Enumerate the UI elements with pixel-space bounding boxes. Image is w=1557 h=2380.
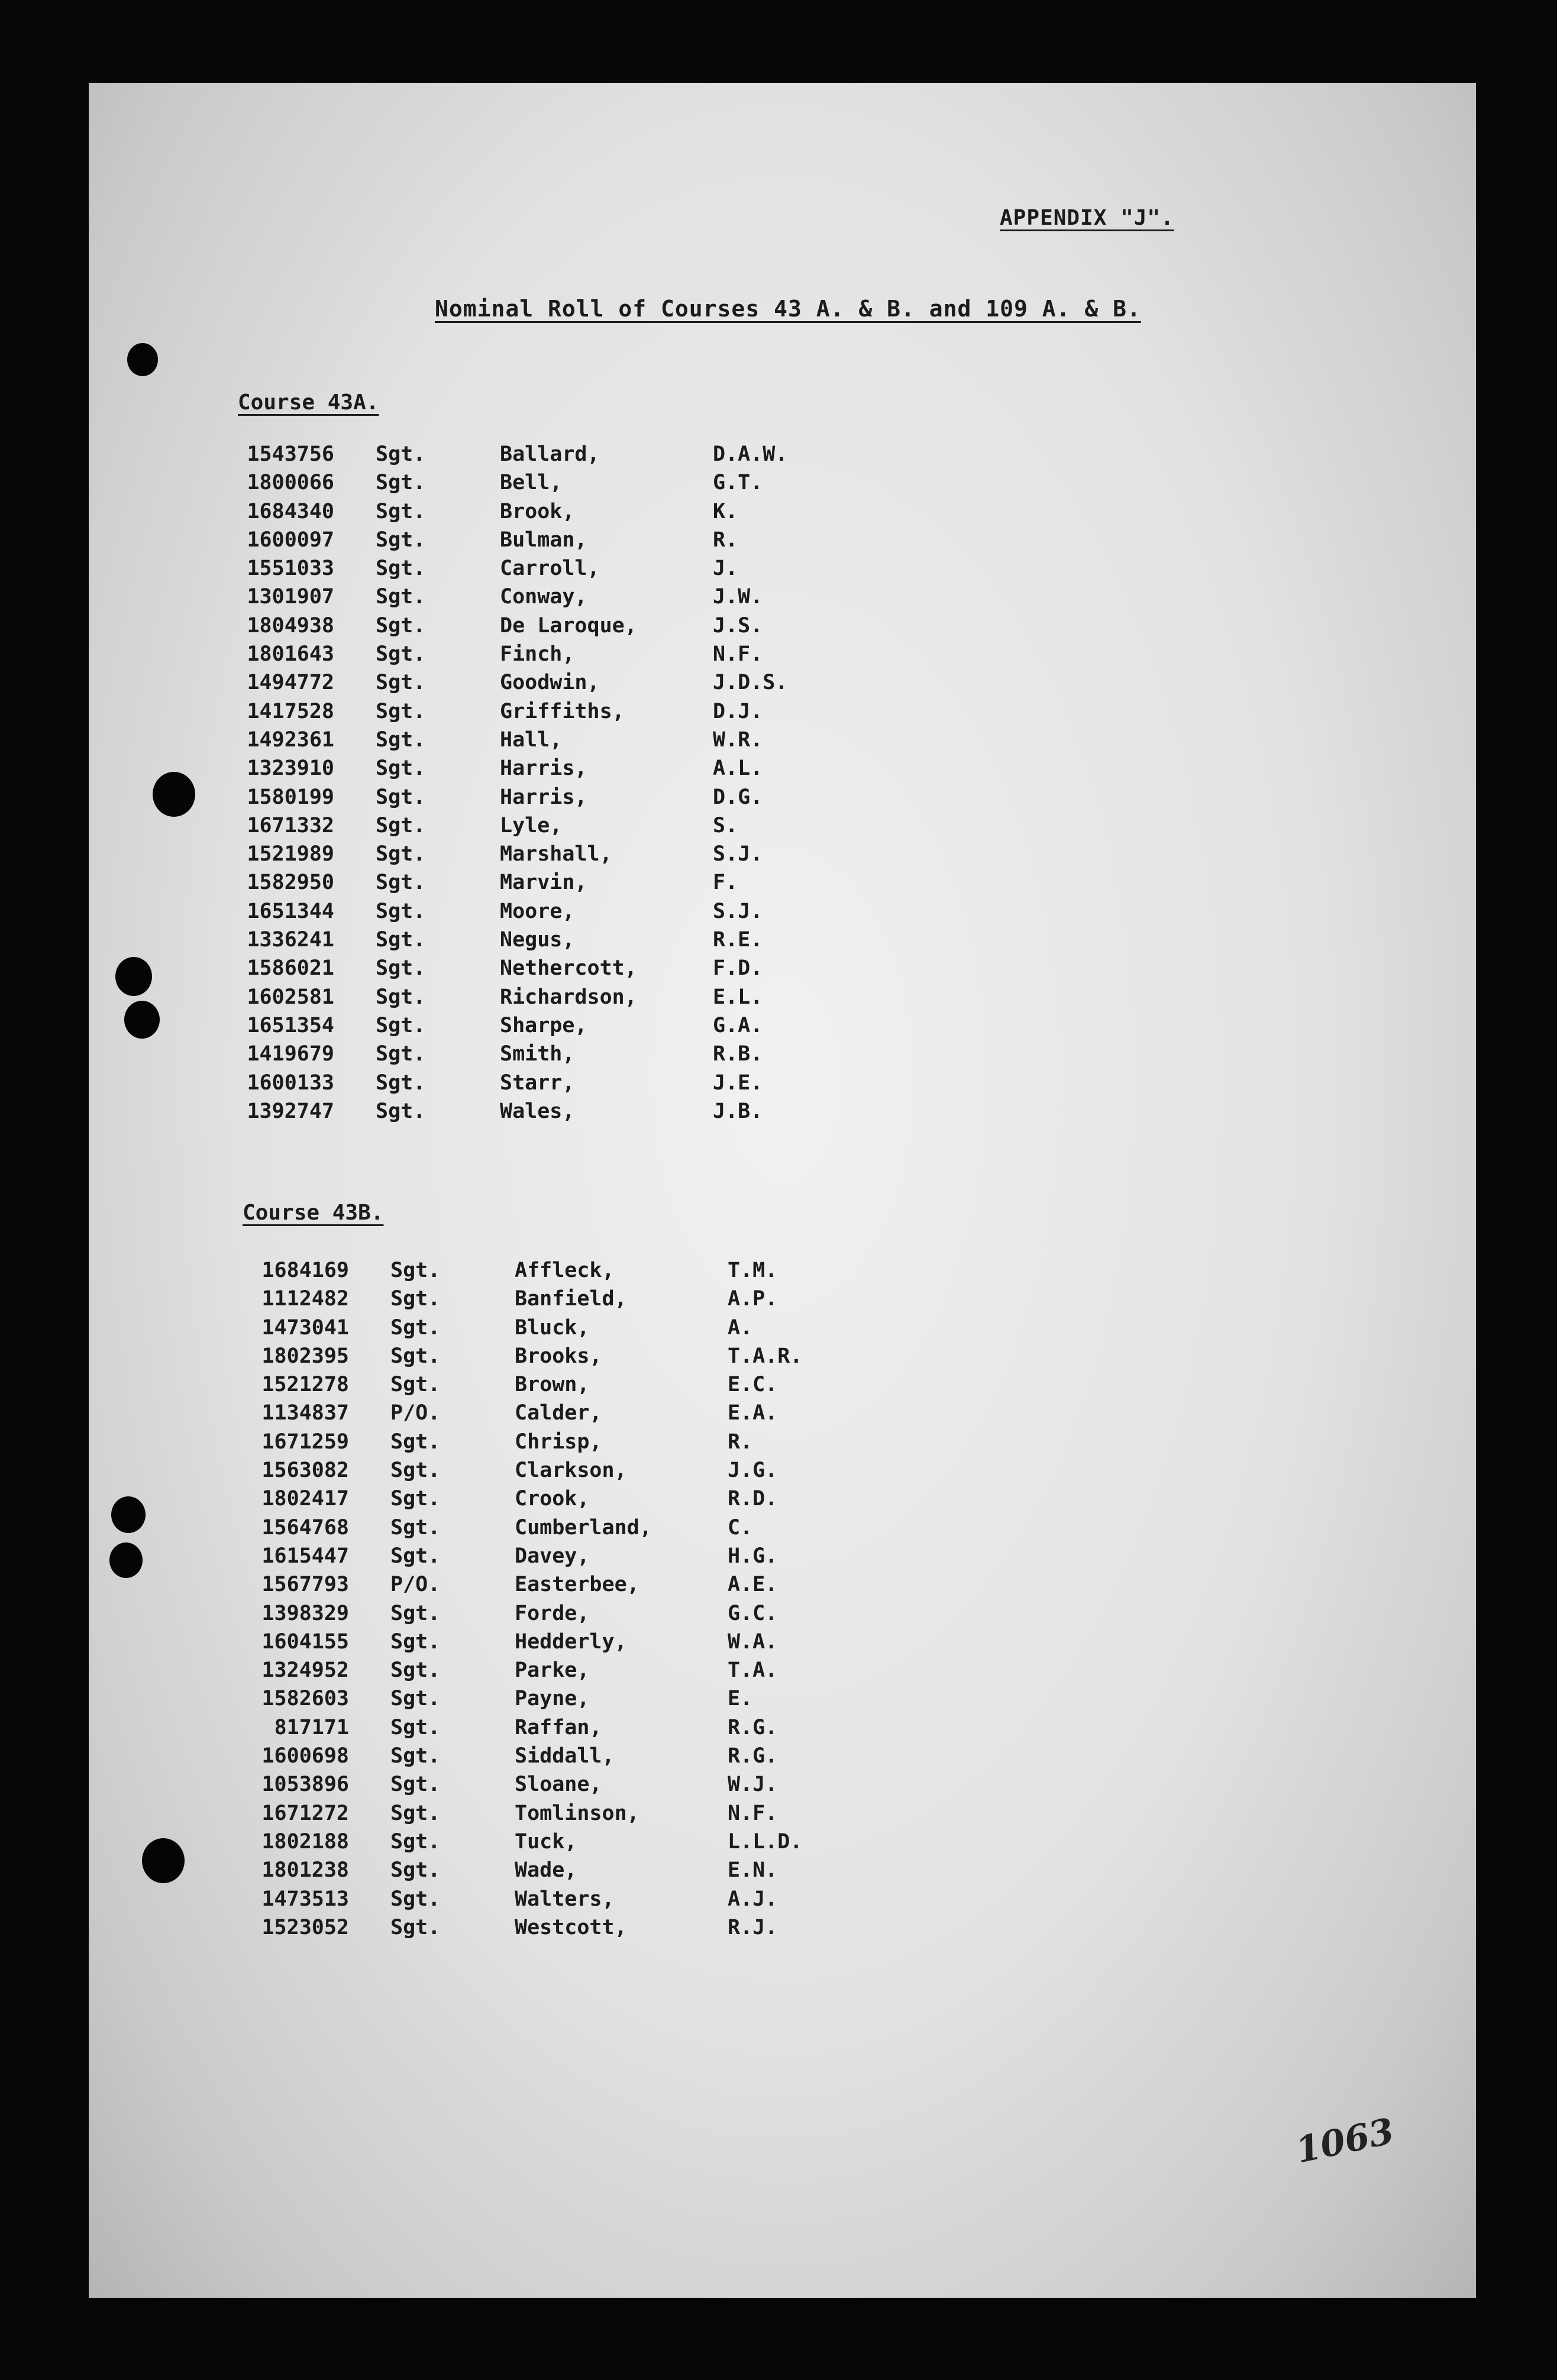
initials: E.A. xyxy=(728,1401,778,1425)
initials: T.M. xyxy=(728,1259,778,1282)
service-number: 1801643 xyxy=(247,642,334,667)
surname: Easterbee, xyxy=(515,1573,639,1597)
punch-hole xyxy=(111,1496,146,1533)
roll-entry xyxy=(231,1373,1029,1401)
surname: Starr, xyxy=(500,1071,575,1095)
initials: J.B. xyxy=(713,1099,763,1123)
roll-entry xyxy=(216,614,1015,642)
initials: H.G. xyxy=(728,1544,778,1568)
roll-entry xyxy=(231,1630,1029,1658)
rank: Sgt. xyxy=(376,756,426,781)
rank: Sgt. xyxy=(390,1773,441,1797)
rank: Sgt. xyxy=(376,699,426,723)
rank: P/O. xyxy=(390,1401,441,1425)
surname: Goodwin, xyxy=(500,671,600,695)
initials: J.W. xyxy=(713,585,763,609)
initials: N.F. xyxy=(728,1801,778,1825)
service-number: 1563082 xyxy=(261,1459,349,1483)
surname: Forde, xyxy=(515,1601,590,1625)
initials: J.G. xyxy=(728,1459,778,1483)
roll-entry xyxy=(231,1830,1029,1858)
roll-entry xyxy=(231,1802,1029,1830)
surname: Smith, xyxy=(500,1042,575,1066)
surname: Conway, xyxy=(500,585,587,609)
surname: Moore, xyxy=(500,899,575,923)
surname: Ballard, xyxy=(500,442,600,466)
rank: Sgt. xyxy=(390,1915,441,1939)
rank: Sgt. xyxy=(390,1744,441,1768)
surname: Marshall, xyxy=(500,842,612,866)
surname: Calder, xyxy=(515,1401,602,1425)
rank: Sgt. xyxy=(390,1544,441,1568)
initials: J.E. xyxy=(713,1071,763,1095)
surname: Wales, xyxy=(500,1099,575,1123)
roll-entry xyxy=(216,842,1015,871)
initials: D.J. xyxy=(713,699,763,723)
surname: Harris, xyxy=(500,756,587,781)
service-number: 1134837 xyxy=(261,1401,349,1425)
roll-entry xyxy=(216,1100,1015,1128)
initials: A.J. xyxy=(728,1887,778,1911)
service-number: 1112482 xyxy=(261,1287,349,1311)
service-number: 1521989 xyxy=(247,842,334,866)
service-number: 1684169 xyxy=(261,1259,349,1282)
roll-entry xyxy=(231,1573,1029,1601)
initials: E.L. xyxy=(713,985,763,1009)
initials: G.C. xyxy=(728,1601,778,1625)
service-number: 1523052 xyxy=(261,1915,349,1939)
surname: Nethercott, xyxy=(500,956,637,981)
surname: Clarkson, xyxy=(515,1459,627,1483)
rank: Sgt. xyxy=(376,928,426,952)
surname: Banfield, xyxy=(515,1287,627,1311)
document-title: Nominal Roll of Courses 43 A. & B. and 109 A. & B. xyxy=(435,296,1141,322)
service-number: 1580199 xyxy=(247,785,334,809)
rank: Sgt. xyxy=(376,871,426,895)
service-number: 1582603 xyxy=(261,1687,349,1711)
initials: J.D.S. xyxy=(713,671,788,695)
surname: Wade, xyxy=(515,1858,577,1883)
roll-entry xyxy=(216,956,1015,985)
initials: R.G. xyxy=(728,1715,778,1739)
initials: A. xyxy=(728,1315,753,1340)
surname: Cumberland, xyxy=(515,1515,652,1540)
service-number: 1494772 xyxy=(247,671,334,695)
service-number: 1521278 xyxy=(261,1373,349,1397)
service-number: 1398329 xyxy=(261,1601,349,1625)
initials: F.D. xyxy=(713,956,763,981)
rank: Sgt. xyxy=(376,1099,426,1123)
rank: Sgt. xyxy=(390,1658,441,1683)
initials: G.A. xyxy=(713,1013,763,1037)
rank: Sgt. xyxy=(390,1515,441,1540)
service-number: 1473041 xyxy=(261,1315,349,1340)
surname: Brown, xyxy=(515,1373,590,1397)
roll-entry xyxy=(231,1744,1029,1773)
punch-hole xyxy=(153,772,195,817)
rank: Sgt. xyxy=(390,1687,441,1711)
service-number: 1336241 xyxy=(247,928,334,952)
initials: R.G. xyxy=(728,1744,778,1768)
service-number: 1651344 xyxy=(247,899,334,923)
initials: F. xyxy=(713,871,738,895)
rank: Sgt. xyxy=(390,1487,441,1511)
surname: Brooks, xyxy=(515,1344,602,1368)
surname: Davey, xyxy=(515,1544,590,1568)
initials: E.N. xyxy=(728,1858,778,1883)
rank: Sgt. xyxy=(376,785,426,809)
rank: Sgt. xyxy=(376,499,426,523)
punch-hole xyxy=(109,1543,143,1578)
initials: R. xyxy=(713,528,738,552)
surname: Carroll, xyxy=(500,557,600,581)
roll-entry xyxy=(231,1316,1029,1344)
rank: Sgt. xyxy=(376,899,426,923)
rank: Sgt. xyxy=(390,1287,441,1311)
surname: Chrisp, xyxy=(515,1430,602,1454)
rank: Sgt. xyxy=(376,671,426,695)
roll-entry xyxy=(231,1602,1029,1630)
roll-entry xyxy=(216,756,1015,785)
service-number: 1802188 xyxy=(261,1829,349,1854)
initials: C. xyxy=(728,1515,753,1540)
rank: Sgt. xyxy=(390,1887,441,1911)
initials: G.T. xyxy=(713,471,763,495)
roll-entry xyxy=(231,1487,1029,1515)
initials: S.J. xyxy=(713,842,763,866)
initials: J. xyxy=(713,557,738,581)
surname: Brook, xyxy=(500,499,575,523)
initials: E. xyxy=(728,1687,753,1711)
roll-entry xyxy=(231,1858,1029,1887)
service-number: 1804938 xyxy=(247,613,334,638)
surname: Bell, xyxy=(500,471,563,495)
appendix-label: APPENDIX "J". xyxy=(1000,206,1174,230)
rank: Sgt. xyxy=(376,985,426,1009)
surname: Affleck, xyxy=(515,1259,615,1282)
surname: Bluck, xyxy=(515,1315,590,1340)
rank: Sgt. xyxy=(376,528,426,552)
initials: W.A. xyxy=(728,1629,778,1654)
roll-entry xyxy=(231,1687,1029,1715)
punch-hole xyxy=(142,1838,185,1883)
service-number: 1543756 xyxy=(247,442,334,466)
roll-entry xyxy=(231,1773,1029,1801)
roll-entry xyxy=(216,928,1015,956)
initials: D.G. xyxy=(713,785,763,809)
surname: Hall, xyxy=(500,727,563,752)
surname: Lyle, xyxy=(500,813,563,837)
roll-entry xyxy=(216,871,1015,899)
course-heading-43b: Course 43B. xyxy=(243,1201,384,1225)
roll-entry xyxy=(216,1042,1015,1071)
nominal-roll-course-43a xyxy=(216,442,1015,1128)
punch-hole xyxy=(124,1001,160,1039)
surname: Walters, xyxy=(515,1887,615,1911)
document-page xyxy=(89,83,1476,2298)
rank: Sgt. xyxy=(390,1373,441,1397)
surname: Sharpe, xyxy=(500,1013,587,1037)
service-number: 1802395 xyxy=(261,1344,349,1368)
initials: J.S. xyxy=(713,613,763,638)
rank: Sgt. xyxy=(376,442,426,466)
roll-entry xyxy=(216,557,1015,585)
service-number: 1053896 xyxy=(261,1773,349,1797)
roll-entry xyxy=(216,442,1015,471)
initials: S.J. xyxy=(713,899,763,923)
rank: Sgt. xyxy=(376,642,426,667)
surname: Tomlinson, xyxy=(515,1801,639,1825)
service-number: 1651354 xyxy=(247,1013,334,1037)
initials: A.P. xyxy=(728,1287,778,1311)
service-number: 1801238 xyxy=(261,1858,349,1883)
roll-entry xyxy=(216,728,1015,756)
service-number: 1604155 xyxy=(261,1629,349,1654)
course-heading-43a: Course 43A. xyxy=(238,390,379,415)
service-number: 1567793 xyxy=(261,1573,349,1597)
initials: K. xyxy=(713,499,738,523)
service-number: 1600698 xyxy=(261,1744,349,1768)
rank: Sgt. xyxy=(376,557,426,581)
roll-entry xyxy=(231,1259,1029,1287)
service-number: 1564768 xyxy=(261,1515,349,1540)
roll-entry xyxy=(216,785,1015,814)
roll-entry xyxy=(231,1430,1029,1459)
roll-entry xyxy=(231,1287,1029,1315)
service-number: 1473513 xyxy=(261,1887,349,1911)
surname: Finch, xyxy=(500,642,575,667)
initials: R.E. xyxy=(713,928,763,952)
service-number: 1419679 xyxy=(247,1042,334,1066)
service-number: 817171 xyxy=(274,1715,349,1739)
rank: Sgt. xyxy=(376,727,426,752)
nominal-roll-course-43b xyxy=(231,1259,1029,1944)
surname: Siddall, xyxy=(515,1744,615,1768)
initials: R.D. xyxy=(728,1487,778,1511)
initials: R.B. xyxy=(713,1042,763,1066)
rank: Sgt. xyxy=(376,1071,426,1095)
roll-entry xyxy=(231,1658,1029,1687)
initials: R.J. xyxy=(728,1915,778,1939)
roll-entry xyxy=(216,900,1015,928)
surname: Parke, xyxy=(515,1658,590,1683)
service-number: 1323910 xyxy=(247,756,334,781)
roll-entry xyxy=(231,1544,1029,1573)
initials: R. xyxy=(728,1430,753,1454)
roll-entry xyxy=(231,1516,1029,1544)
service-number: 1800066 xyxy=(247,471,334,495)
service-number: 1600097 xyxy=(247,528,334,552)
roll-entry xyxy=(231,1401,1029,1430)
service-number: 1600133 xyxy=(247,1071,334,1095)
service-number: 1802417 xyxy=(261,1487,349,1511)
initials: L.L.D. xyxy=(728,1829,803,1854)
service-number: 1417528 xyxy=(247,699,334,723)
rank: Sgt. xyxy=(390,1315,441,1340)
roll-entry xyxy=(216,814,1015,842)
initials: D.A.W. xyxy=(713,442,788,466)
service-number: 1586021 xyxy=(247,956,334,981)
initials: T.A.R. xyxy=(728,1344,803,1368)
rank: Sgt. xyxy=(390,1801,441,1825)
surname: Harris, xyxy=(500,785,587,809)
service-number: 1684340 xyxy=(247,499,334,523)
initials: S. xyxy=(713,813,738,837)
roll-entry xyxy=(231,1916,1029,1944)
service-number: 1551033 xyxy=(247,557,334,581)
rank: Sgt. xyxy=(376,585,426,609)
service-number: 1671259 xyxy=(261,1430,349,1454)
service-number: 1324952 xyxy=(261,1658,349,1683)
surname: Raffan, xyxy=(515,1715,602,1739)
roll-entry xyxy=(231,1887,1029,1916)
service-number: 1615447 xyxy=(261,1544,349,1568)
rank: Sgt. xyxy=(390,1629,441,1654)
initials: N.F. xyxy=(713,642,763,667)
rank: Sgt. xyxy=(376,1013,426,1037)
initials: A.E. xyxy=(728,1573,778,1597)
surname: Tuck, xyxy=(515,1829,577,1854)
punch-hole xyxy=(115,957,152,996)
surname: Westcott, xyxy=(515,1915,627,1939)
rank: Sgt. xyxy=(376,613,426,638)
roll-entry xyxy=(216,528,1015,557)
roll-entry xyxy=(216,585,1015,613)
rank: Sgt. xyxy=(376,956,426,981)
surname: Marvin, xyxy=(500,871,587,895)
roll-entry xyxy=(216,1071,1015,1100)
rank: Sgt. xyxy=(376,1042,426,1066)
surname: Negus, xyxy=(500,928,575,952)
service-number: 1582950 xyxy=(247,871,334,895)
rank: Sgt. xyxy=(390,1858,441,1883)
surname: Griffiths, xyxy=(500,699,625,723)
initials: T.A. xyxy=(728,1658,778,1683)
handwritten-mark: 1063 xyxy=(1292,2110,1398,2172)
roll-entry xyxy=(216,985,1015,1014)
surname: Sloane, xyxy=(515,1773,602,1797)
roll-entry xyxy=(216,700,1015,728)
rank: P/O. xyxy=(390,1573,441,1597)
service-number: 1671272 xyxy=(261,1801,349,1825)
surname: Richardson, xyxy=(500,985,637,1009)
service-number: 1492361 xyxy=(247,727,334,752)
service-number: 1301907 xyxy=(247,585,334,609)
rank: Sgt. xyxy=(390,1601,441,1625)
roll-entry xyxy=(216,671,1015,699)
roll-entry xyxy=(216,642,1015,671)
roll-entry xyxy=(216,471,1015,499)
service-number: 1392747 xyxy=(247,1099,334,1123)
surname: Crook, xyxy=(515,1487,590,1511)
roll-entry xyxy=(231,1344,1029,1373)
service-number: 1602581 xyxy=(247,985,334,1009)
rank: Sgt. xyxy=(390,1715,441,1739)
rank: Sgt. xyxy=(390,1459,441,1483)
roll-entry xyxy=(231,1716,1029,1744)
roll-entry xyxy=(216,1014,1015,1042)
rank: Sgt. xyxy=(390,1430,441,1454)
rank: Sgt. xyxy=(376,842,426,866)
initials: A.L. xyxy=(713,756,763,781)
rank: Sgt. xyxy=(376,471,426,495)
roll-entry xyxy=(231,1459,1029,1487)
rank: Sgt. xyxy=(390,1344,441,1368)
rank: Sgt. xyxy=(390,1259,441,1282)
surname: De Laroque, xyxy=(500,613,637,638)
surname: Bulman, xyxy=(500,528,587,552)
initials: W.R. xyxy=(713,727,763,752)
punch-hole xyxy=(127,343,158,376)
rank: Sgt. xyxy=(390,1829,441,1854)
surname: Payne, xyxy=(515,1687,590,1711)
service-number: 1671332 xyxy=(247,813,334,837)
initials: E.C. xyxy=(728,1373,778,1397)
surname: Hedderly, xyxy=(515,1629,627,1654)
initials: W.J. xyxy=(728,1773,778,1797)
roll-entry xyxy=(216,500,1015,528)
rank: Sgt. xyxy=(376,813,426,837)
